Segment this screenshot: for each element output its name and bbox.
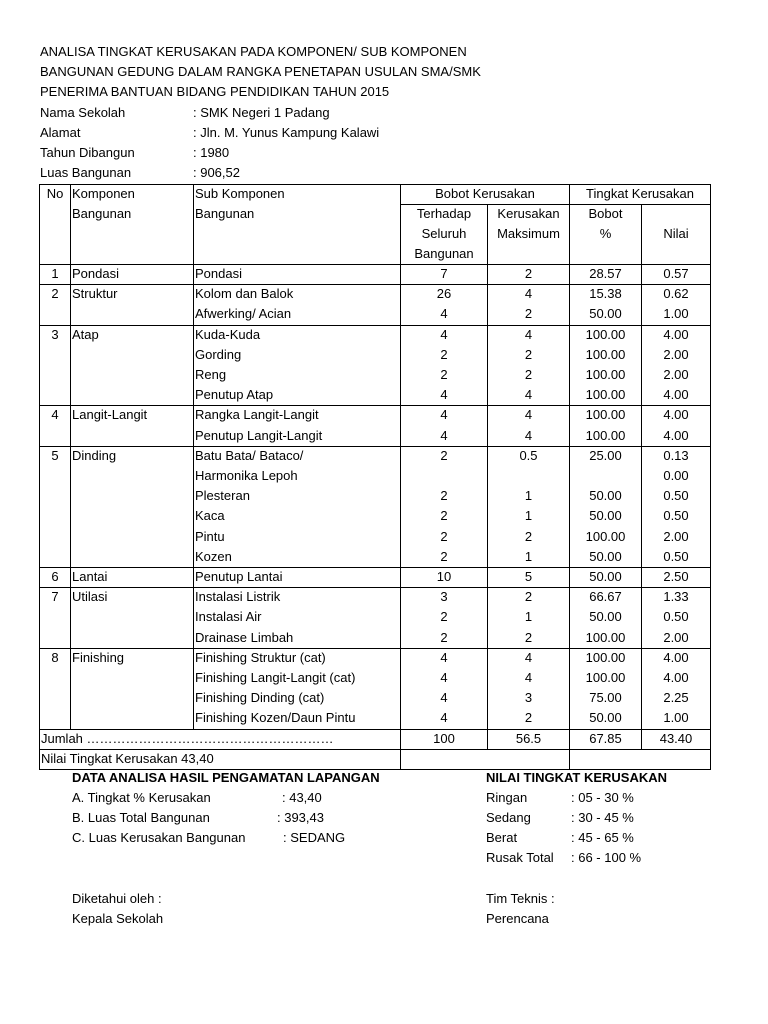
damage-level-label: Berat — [486, 830, 518, 845]
table-border — [193, 184, 194, 730]
row-bobot-terhadap: 2 — [440, 448, 448, 463]
damage-level-label: Rusak Total — [486, 850, 554, 865]
row-nilai: 0.13 — [663, 448, 689, 463]
header-kerusakan-maks: Maksimum — [497, 226, 560, 241]
row-kerusakan-maks: 3 — [524, 690, 533, 705]
row-bobot-terhadap: 2 — [440, 508, 448, 523]
row-bobot-pct: 100.00 — [585, 650, 626, 665]
data-item-value: : 43,40 — [282, 790, 322, 805]
header-bobot-pct: % — [599, 226, 612, 241]
row-nilai: 2.00 — [663, 347, 689, 362]
table-border — [487, 204, 488, 750]
row-nilai: 1.00 — [663, 710, 689, 725]
row-kerusakan-maks: 2 — [524, 529, 533, 544]
row-sub-komponen: Kolom dan Balok — [195, 286, 294, 301]
row-bobot-terhadap — [401, 466, 487, 486]
row-bobot-pct: 100.00 — [585, 347, 626, 362]
row-kerusakan-maks: 4 — [524, 428, 533, 443]
row-komponen: Utilasi — [72, 589, 108, 604]
table-border — [710, 184, 711, 770]
row-nilai: 4.00 — [663, 387, 689, 402]
row-bobot-terhadap: 2 — [440, 609, 448, 624]
info-label-school: Nama Sekolah — [40, 105, 126, 120]
row-kerusakan-maks — [488, 466, 569, 486]
row-sub-komponen: Finishing Kozen/Daun Pintu — [195, 710, 356, 725]
row-kerusakan-maks: 4 — [524, 286, 533, 301]
damage-level-range: : 05 - 30 % — [571, 790, 634, 805]
signature-right-line-2: Perencana — [486, 911, 549, 926]
row-komponen: Lantai — [72, 569, 108, 584]
row-kerusakan-maks: 2 — [524, 589, 533, 604]
header-tingkat-kerusakan: Tingkat Kerusakan — [586, 186, 694, 201]
data-analysis-title: DATA ANALISA HASIL PENGAMATAN LAPANGAN — [72, 770, 380, 785]
jumlah-label: Jumlah ………………………………………………… — [41, 731, 334, 746]
row-number: 2 — [51, 286, 59, 301]
row-number: 6 — [51, 569, 59, 584]
row-sub-komponen: Harmonika Lepoh — [195, 468, 298, 483]
row-kerusakan-maks: 2 — [524, 306, 533, 321]
row-sub-komponen: Reng — [195, 367, 227, 382]
nilai-tingkat-kerusakan: Nilai Tingkat Kerusakan 43,40 — [41, 751, 214, 766]
row-bobot-terhadap: 4 — [440, 428, 448, 443]
row-bobot-pct: 50.00 — [589, 549, 622, 564]
row-bobot-pct: 50.00 — [589, 508, 622, 523]
row-bobot-terhadap: 26 — [436, 286, 452, 301]
table-border — [400, 184, 401, 770]
row-nilai: 0.50 — [663, 508, 689, 523]
row-nilai: 2.00 — [663, 367, 689, 382]
row-sub-komponen: Batu Bata/ Bataco/ — [195, 448, 304, 463]
row-sub-komponen: Finishing Dinding (cat) — [195, 690, 325, 705]
header-nilai: Nilai — [663, 226, 689, 241]
damage-level-label: Ringan — [486, 790, 528, 805]
signature-right-line-1: Tim Teknis : — [486, 891, 555, 906]
header-terhadap: Seluruh — [421, 226, 467, 241]
row-komponen: Langit-Langit — [72, 407, 148, 422]
row-kerusakan-maks: 2 — [524, 347, 533, 362]
row-nilai: 0.50 — [663, 549, 689, 564]
header-komponen: Komponen — [72, 186, 135, 201]
row-kerusakan-maks: 2 — [524, 367, 533, 382]
header-terhadap: Bangunan — [414, 246, 474, 261]
row-kerusakan-maks: 4 — [524, 407, 533, 422]
row-bobot-terhadap: 7 — [440, 266, 448, 281]
row-bobot-pct: 50.00 — [589, 569, 622, 584]
data-item-label: A. Tingkat % Kerusakan — [72, 790, 211, 805]
row-bobot-terhadap: 4 — [440, 710, 448, 725]
row-bobot-terhadap: 4 — [440, 327, 448, 342]
row-bobot-terhadap: 2 — [440, 529, 448, 544]
row-bobot-terhadap: 2 — [440, 549, 448, 564]
row-nilai: 2.00 — [663, 529, 689, 544]
damage-level-range: : 45 - 65 % — [571, 830, 634, 845]
data-item-label: B. Luas Total Bangunan — [72, 810, 210, 825]
row-bobot-terhadap: 4 — [440, 306, 448, 321]
row-sub-komponen: Rangka Langit-Langit — [195, 407, 319, 422]
table-border — [39, 184, 40, 770]
row-nilai: 2.00 — [663, 630, 689, 645]
info-value-school: : SMK Negeri 1 Padang — [193, 105, 330, 120]
row-kerusakan-maks: 1 — [524, 549, 533, 564]
row-kerusakan-maks: 2 — [524, 630, 533, 645]
table-border — [641, 204, 642, 750]
row-number: 3 — [51, 327, 59, 342]
table-border — [569, 184, 570, 770]
row-bobot-terhadap: 4 — [440, 407, 448, 422]
row-komponen: Dinding — [72, 448, 117, 463]
header-sub-komponen: Bangunan — [195, 206, 255, 221]
row-bobot-pct: 50.00 — [589, 609, 622, 624]
info-label-year: Tahun Dibangun — [40, 145, 135, 160]
row-sub-komponen: Penutup Lantai — [195, 569, 283, 584]
row-sub-komponen: Finishing Struktur (cat) — [195, 650, 326, 665]
row-kerusakan-maks: 4 — [524, 327, 533, 342]
row-nilai: 4.00 — [663, 327, 689, 342]
data-item-label: C. Luas Kerusakan Bangunan — [72, 830, 246, 845]
row-kerusakan-maks: 1 — [524, 508, 533, 523]
row-nilai: 0.50 — [663, 609, 689, 624]
row-bobot-pct: 100.00 — [585, 630, 626, 645]
row-bobot-terhadap: 10 — [436, 569, 452, 584]
info-value-address: : Jln. M. Yunus Kampung Kalawi — [193, 125, 380, 140]
row-nilai: 0.50 — [663, 488, 689, 503]
row-bobot-terhadap: 2 — [440, 488, 448, 503]
row-bobot-pct: 66.67 — [589, 589, 622, 604]
row-kerusakan-maks: 4 — [524, 387, 533, 402]
row-sub-komponen: Plesteran — [195, 488, 250, 503]
row-nilai: 0.62 — [663, 286, 689, 301]
row-bobot-pct: 100.00 — [585, 670, 626, 685]
jumlah-nilai: 43.40 — [659, 731, 693, 746]
damage-level-range: : 66 - 100 % — [571, 850, 642, 865]
row-bobot-terhadap: 4 — [440, 670, 448, 685]
header-sub-komponen: Sub Komponen — [195, 186, 285, 201]
row-nilai: 2.50 — [663, 569, 689, 584]
row-bobot-pct: 15.38 — [589, 286, 622, 301]
damage-level-title: NILAI TINGKAT KERUSAKAN — [486, 770, 668, 785]
row-nilai: 4.00 — [663, 650, 689, 665]
row-bobot-pct: 50.00 — [589, 488, 622, 503]
row-bobot-terhadap: 4 — [440, 650, 448, 665]
table-border — [400, 204, 711, 205]
row-bobot-pct: 100.00 — [585, 407, 626, 422]
row-bobot-pct — [570, 466, 641, 486]
row-nilai: 1.33 — [663, 589, 689, 604]
row-sub-komponen: Instalasi Listrik — [195, 589, 281, 604]
row-sub-komponen: Instalasi Air — [195, 609, 262, 624]
signature-left-line-1: Diketahui oleh : — [72, 891, 162, 906]
row-sub-komponen: Afwerking/ Acian — [195, 306, 292, 321]
row-sub-komponen: Pondasi — [195, 266, 242, 281]
row-bobot-terhadap: 2 — [440, 630, 448, 645]
table-border — [70, 184, 71, 730]
row-bobot-terhadap: 4 — [440, 387, 448, 402]
row-sub-komponen: Kozen — [195, 549, 232, 564]
header-kerusakan-maks: Kerusakan — [497, 206, 560, 221]
row-nilai: 4.00 — [663, 670, 689, 685]
header-bobot-kerusakan: Bobot Kerusakan — [435, 186, 535, 201]
row-number: 8 — [51, 650, 59, 665]
row-bobot-pct: 50.00 — [589, 710, 622, 725]
row-nilai: 2.25 — [663, 690, 689, 705]
row-number: 7 — [51, 589, 59, 604]
row-komponen: Atap — [72, 327, 99, 342]
row-bobot-pct: 50.00 — [589, 306, 622, 321]
row-kerusakan-maks: 1 — [524, 488, 533, 503]
row-kerusakan-maks: 5 — [524, 569, 533, 584]
row-sub-komponen: Penutup Atap — [195, 387, 274, 402]
row-sub-komponen: Drainase Limbah — [195, 630, 294, 645]
jumlah-kerusakan: 56.5 — [515, 731, 542, 746]
info-value-area: : 906,52 — [193, 165, 240, 180]
row-bobot-terhadap: 2 — [440, 367, 448, 382]
row-bobot-pct: 25.00 — [589, 448, 622, 463]
row-bobot-pct: 100.00 — [585, 327, 626, 342]
row-bobot-terhadap: 3 — [440, 589, 448, 604]
row-sub-komponen: Penutup Langit-Langit — [195, 428, 323, 443]
row-bobot-terhadap: 4 — [440, 690, 448, 705]
header-bobot-pct: Bobot — [588, 206, 623, 221]
row-komponen: Pondasi — [72, 266, 119, 281]
info-label-address: Alamat — [40, 125, 81, 140]
row-kerusakan-maks: 0.5 — [519, 448, 538, 463]
data-item-value: : 393,43 — [277, 810, 324, 825]
row-kerusakan-maks: 2 — [524, 710, 533, 725]
row-nilai: 0.00 — [663, 468, 689, 483]
data-item-value: : SEDANG — [283, 830, 346, 845]
header-no: No — [46, 186, 64, 201]
row-nilai: 4.00 — [663, 407, 689, 422]
row-bobot-pct: 28.57 — [589, 266, 622, 281]
row-nilai: 1.00 — [663, 306, 689, 321]
row-kerusakan-maks: 4 — [524, 670, 533, 685]
row-nilai: 0.57 — [663, 266, 689, 281]
row-sub-komponen: Pintu — [195, 529, 225, 544]
jumlah-terhadap: 100 — [433, 731, 455, 746]
damage-level-range: : 30 - 45 % — [571, 810, 634, 825]
row-nilai: 4.00 — [663, 428, 689, 443]
row-sub-komponen: Finishing Langit-Langit (cat) — [195, 670, 356, 685]
doc-title-line-1: ANALISA TINGKAT KERUSAKAN PADA KOMPONEN/ SUB KOMPONEN — [40, 44, 467, 59]
row-kerusakan-maks: 2 — [524, 266, 533, 281]
row-bobot-pct: 100.00 — [585, 367, 626, 382]
signature-left-line-2: Kepala Sekolah — [72, 911, 164, 926]
doc-title-line-2: BANGUNAN GEDUNG DALAM RANGKA PENETAPAN USULAN SMA/SMK — [40, 64, 481, 79]
row-bobot-pct: 100.00 — [585, 529, 626, 544]
row-komponen: Struktur — [72, 286, 118, 301]
info-label-area: Luas Bangunan — [40, 165, 132, 180]
row-kerusakan-maks: 4 — [524, 650, 533, 665]
header-terhadap: Terhadap — [416, 206, 472, 221]
row-sub-komponen: Kuda-Kuda — [195, 327, 261, 342]
doc-title-line-3: PENERIMA BANTUAN BIDANG PENDIDIKAN TAHUN 2015 — [40, 84, 390, 99]
header-komponen: Bangunan — [72, 206, 132, 221]
info-value-year: : 1980 — [193, 145, 230, 160]
row-sub-komponen: Kaca — [195, 508, 225, 523]
row-number: 4 — [51, 407, 59, 422]
row-sub-komponen: Gording — [195, 347, 242, 362]
row-bobot-pct: 100.00 — [585, 428, 626, 443]
row-kerusakan-maks: 1 — [524, 609, 533, 624]
row-bobot-terhadap: 2 — [440, 347, 448, 362]
row-number: 5 — [51, 448, 59, 463]
row-bobot-pct: 100.00 — [585, 387, 626, 402]
jumlah-bobot-pct: 67.85 — [589, 731, 622, 746]
row-number: 1 — [51, 266, 59, 281]
row-komponen: Finishing — [72, 650, 125, 665]
damage-level-label: Sedang — [486, 810, 531, 825]
row-bobot-pct: 75.00 — [589, 690, 622, 705]
table-border — [39, 184, 711, 185]
